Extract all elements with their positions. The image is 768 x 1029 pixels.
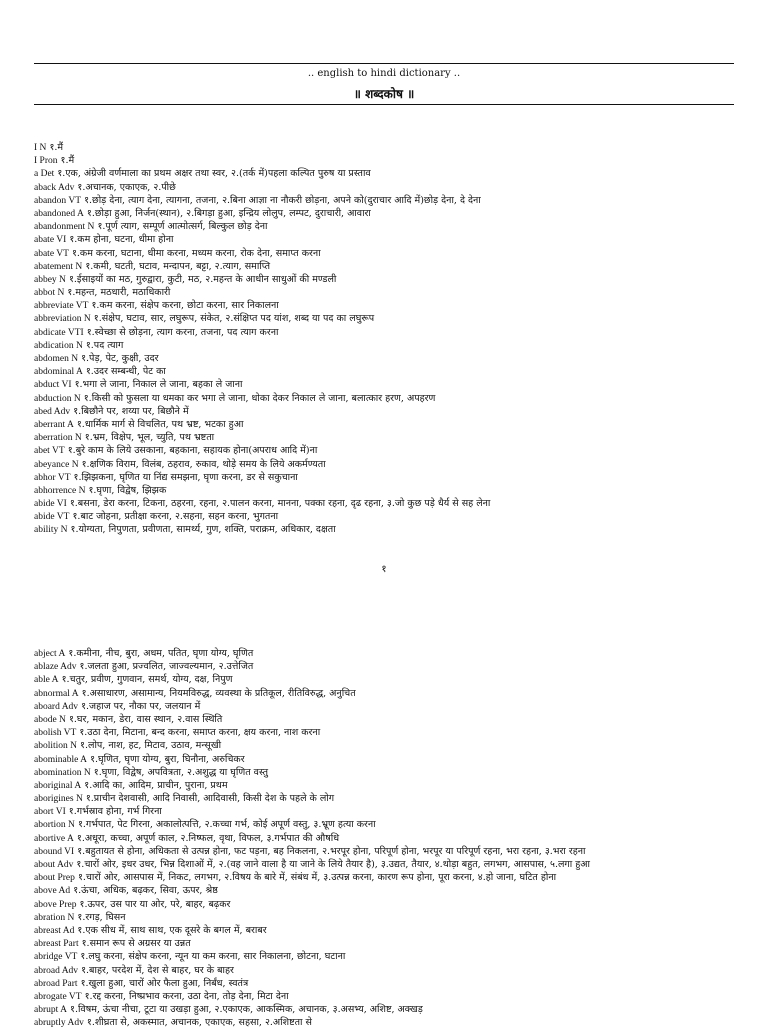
entry-headword: abound VI [34,846,75,857]
entry-headword: abate VT [34,248,69,259]
dictionary-entry [34,687,746,700]
dictionary-entry [34,365,746,378]
entry-definition: १.कम करना, संक्षेप करना, छोटा करना, सार निकालना [91,300,279,312]
entry-headword: abandoned A [34,208,84,219]
entry-headword: abhorrence N [34,485,86,496]
entry-definition: १.किसी को फुसला या धमका कर भगा ले जाना, धोका देकर निकाल ले जाना, बलात्कार हरण, अपहरण [83,392,436,404]
dictionary-entry [34,392,746,405]
dictionary-entry [34,924,746,937]
entry-headword: abduct VI [34,380,72,391]
dictionary-entry [34,713,746,726]
entry-headword: ablaze Adv [34,662,77,673]
entry-definition: १.एक सीध में, साथ साथ, एक दूसरे के बगल में, बराबर [77,924,267,936]
entry-definition: १.खुला हुआ, चारों ओर फैला हुआ, निर्बंध, स्वतंत्र [80,977,249,989]
entry-definition: १.बुरे काम के लिये उसकाना, बहकाना, सहायक होना(अपराध आदि में)ना [67,445,318,457]
dictionary-entry [34,510,746,523]
dictionary-entry [34,753,746,766]
dictionary-entry [34,352,746,365]
entry-definition: १.ईसाइयों का मठ, गुरुद्वारा, कुटी, मठ, २.महन्त के आधीन साधुओं की मण्डली [68,273,337,285]
entry-definition: १.पेड़, पेट, कुक्षी, उदर [81,353,159,364]
entry-headword: abominable A [34,754,88,765]
entry-definition: १.गर्भस्राव होना, गर्भ गिरना [68,806,162,818]
dictionary-entry [34,726,746,739]
entry-definition: १.शीघ्रता से, अकस्मात, अचानक, एकाएक, सहसा, २.अशिष्टता से [86,1017,312,1029]
entry-definition: १.मैं [60,155,75,167]
entry-definition: १.समान रूप से अग्रसर या उन्नत [81,938,191,950]
entry-headword: abruptly Adv [34,1018,84,1029]
entry-headword: aberration N [34,433,82,444]
dictionary-entry [34,1003,746,1016]
entry-headword: abdicate VTI [34,327,84,338]
dictionary-entry [34,220,746,233]
dictionary-entry [34,431,746,444]
entry-headword: abreast Ad [34,925,75,936]
entry-headword: abreast Part [34,939,79,950]
header-title: ॥ शब्दकोष ॥ [353,87,415,101]
entry-headword: abortion N [34,820,75,831]
entry-definition: १.बिछौने पर, शय्या पर, बिछौने में [73,405,189,417]
entry-headword: abide VT [34,512,70,523]
entry-definition: १.ऊपर, उस पार या ओर, परे, बाहर, बढ़कर [79,898,231,910]
entry-headword: abridge VT [34,952,78,963]
entry-headword: abrogate VT [34,991,82,1002]
entry-definition: १.अधूरा, कच्चा, अपूर्ण काल, २.निष्फल, वृथा, विफल, ३.गर्भपात की औषधि [76,832,340,844]
entry-definition: १.घृणा, विद्वेष, अपवित्रता, २.अशुद्ध या घृणित वस्तु [93,766,269,778]
entry-definition: १.बाहर, परदेश में, देश से बाहर, घर के बाहर [81,964,234,976]
dictionary-entry [34,739,746,752]
dictionary-entry [34,858,746,871]
entry-definition: १.रगड़, घिसन [77,911,126,923]
dictionary-entry [34,233,746,246]
entry-headword: aberrant A [34,419,74,430]
entry-headword: abolition N [34,741,78,752]
entry-definition: १.असाधारण, असामान्य, नियमविरुद्ध, व्यवस्था के प्रतिकूल, रीतिविरुद्ध, अनुचित [81,687,356,699]
entry-definition: १.मैं [49,142,64,153]
entry-definition: १.प्राचीन देशवासी, आदि निवासी, आदिवासी, किसी देश के पहले के लोग [85,793,335,805]
entry-headword: abbreviation N [34,314,91,325]
entry-headword: ability N [34,525,68,536]
dictionary-entry [34,805,746,818]
dictionary-entry [34,660,746,673]
entry-headword: abdomen N [34,354,79,364]
entry-definition: १.अचानक, एकाएक, २.पीछे [77,181,176,193]
dictionary-entry [34,484,746,497]
dictionary-entry [34,247,746,260]
entry-headword: abode N [34,714,66,725]
dictionary-entry [34,937,746,950]
entry-definition: १.चारों ओर, आसपास में, निकट, लगभग, २.विषय के बारे में, संबंध में, ३.उत्पन्न करना, कारण रूप होना, पूरा करना, ४.हो जाना, घटित होना [77,872,557,884]
entry-list-page-2 [34,647,746,1029]
entry-headword: above Ad [34,886,71,897]
entry-headword: aboard Adv [34,701,79,712]
header-subtitle: .. english to hindi dictionary .. [307,68,461,79]
entry-definition: १.भगा ले जाना, निकाल ले जाना, बहका ले जाना [74,379,243,391]
entry-headword: abdication N [34,340,83,351]
dictionary-entry [34,990,746,1003]
entry-definition: १.बहुतायत से होना, अधिकता से उत्पन्न होना, फट पड़ना, बह निकलना, २.भरपूर होना, परिपूर्ण होना, भरपूर या परिपूर्ण रहना, भरा रहना, ३.भरा रहना [77,845,586,857]
dictionary-entry [34,418,746,431]
dictionary-entry [34,898,746,911]
entry-definition: १.लघु करना, संक्षेप करना, न्यून या कम करना, सार निकालना, छोटना, घटाना [80,951,346,963]
entry-definition: १.चतुर, प्रवीण, गुणवान, समर्थ, योग्य, दक्ष, निपुण [61,674,233,686]
entry-definition: १.झिझकना, घृणित या निंद्य समझना, घृणा करना, डर से सकुचाना [73,471,298,483]
entry-headword: abet VT [34,446,65,457]
dictionary-entry [34,444,746,457]
dictionary-entry [34,964,746,977]
entry-headword: abandonment N [34,222,95,233]
dictionary-entry [34,779,746,792]
dictionary-entry [34,167,746,180]
rule-bottom [34,104,734,105]
dictionary-entry [34,1016,746,1029]
dictionary-entry [34,977,746,990]
dictionary-entry [34,181,746,194]
dictionary-entry [34,818,746,831]
dictionary-entry [34,647,746,660]
entry-definition: १.योग्यता, निपुणता, प्रवीणता, सामर्थ्य, गुण, शक्ति, पराक्रम, अधिकार, दक्षता [70,524,336,536]
dictionary-entry [34,378,746,391]
entry-headword: a Det [34,169,55,180]
entry-headword: about Adv [34,860,74,870]
entry-definition: १.बसना, डेरा करना, टिकना, ठहरना, रहना, २.पालन करना, मानना, पक्का रहना, दृढ रहना, ३.जो कुछ पड़े धैर्य से सह लेना [69,498,491,510]
entry-headword: abroad Adv [34,965,79,976]
entry-headword: aback Adv [34,182,75,193]
entry-definition: १.उदर सम्बन्धी, पेट का [85,366,166,378]
entry-definition: १.स्वेच्छा से छोड़ना, त्याग करना, तजना, पद त्याग करना [86,326,279,338]
entry-headword: abolish VT [34,728,77,739]
entry-headword: above Prep [34,899,77,910]
entry-definition: १.घृणा, विद्वेष, झिझक [88,484,167,496]
entry-definition: १.क्षणिक विराम, विलंब, ठहराव, रुकाव, थोड़े समय के लिये अकर्मण्यता [81,458,326,470]
dictionary-entry [34,154,746,167]
dictionary-entry [34,471,746,484]
dictionary-entry [34,260,746,273]
entry-definition: १.विषम, ऊंचा नीचा, टूटा या उखड़ा हुआ, २.एकाएक, आकस्मिक, अचानक, ३.असभ्य, अशिष्ट, अक्खड़ [70,1004,423,1016]
entry-headword: abortive A [34,833,74,844]
dictionary-entry [34,326,746,339]
entry-headword: abnormal A [34,688,79,699]
entry-headword: able A [34,675,59,686]
entry-definition: १.ऊंचा, अधिक, बढ़कर, सिवा, ऊपर, श्रेष्ठ [73,885,218,897]
dictionary-entry [34,207,746,220]
entry-definition: १.कम होना, घटना, धीमा होना [69,234,174,246]
entry-definition: १.संक्षेप, घटाव, सार, लघुरूप, संकेत, २.संक्षिप्त पद यांश, शब्द या पद का लघुरूप [93,313,375,325]
entry-headword: abed Adv [34,406,71,417]
entry-definition: १.घर, मकान, डेरा, वास स्थान, २.वास स्थिति [68,713,223,725]
entry-definition: १.पद त्याग [85,339,124,351]
entry-headword: abroad Part [34,978,78,989]
entry-headword: abate VI [34,235,67,246]
entry-headword: abbey N [34,274,66,285]
entry-headword: abhor VT [34,472,71,483]
rule-top [34,63,734,64]
dictionary-entry [34,339,746,352]
entry-headword: abduction N [34,393,81,404]
entry-headword: abdominal A [34,367,83,378]
entry-headword: abort VI [34,807,66,818]
entry-definition: १.कमी, घटती, घटाव, मन्दापन, बट्टा, २.त्याग, समाप्ति [85,260,271,272]
dictionary-entry [34,911,746,924]
entry-definition: १.धार्मिक मार्ग से विचलित, पथ भ्रष्ट, भटका हुआ [76,418,244,430]
entry-definition: १.छोड़ा हुआ, निर्जन(स्थान), २.बिगड़ा हुआ, इन्द्रिय लोलुप, लम्पट, दुराचारी, आवारा [86,207,371,219]
entry-list-page-1 [34,141,746,537]
dictionary-entry [34,871,746,884]
dictionary-entry [34,766,746,779]
page-number: १ [381,564,387,575]
entry-definition: १.जहाज पर, नौका पर, जलयान में [81,700,201,712]
entry-headword: about Prep [34,873,75,884]
dictionary-entry [34,884,746,897]
entry-definition: १.घृणित, घृणा योग्य, बुरा, घिनौना, अरुचिकर [90,753,245,765]
dictionary-entry [34,673,746,686]
entry-definition: १.जलता हुआ, प्रज्वलित, जाज्वल्यमान, २.उत्तेजित [79,661,254,673]
entry-definition: १.चारों ओर, इधर उधर, भिन्न दिशाओं में, २.(वह जाने वाला है या जाने के लिये तैयार है), ३.उद्यत, तैयार, ४.थोड़ा बहुत, लगभग, आसपास, ५.लगा हुआ [76,859,591,870]
entry-headword: abatement N [34,261,83,272]
entry-headword: abrupt A [34,1005,67,1016]
entry-definition: १.भ्रम, विक्षेप, भूल, च्युति, पथ भ्रष्टता [84,432,215,444]
dictionary-entry [34,497,746,510]
dictionary-entry [34,845,746,858]
entry-headword: abbreviate VT [34,301,89,312]
entry-definition: १.बाट जोहना, प्रतीक्षा करना, २.सहना, सहन करना, भुगतना [72,511,279,523]
dictionary-entry [34,458,746,471]
entry-definition: १.आदि का, आदिम, प्राचीन, पुराना, प्रथम [84,779,228,791]
entry-definition: १.उठा देना, मिटाना, बन्द करना, समाप्त करना, क्षय करना, नाश करना [79,727,321,739]
dictionary-entry [34,405,746,418]
entry-headword: abration N [34,912,75,923]
entry-headword: abeyance N [34,459,79,470]
entry-definition: १.कमीना, नीच, बुरा, अधम, पतित, घृणा योग्य, घृणित [68,648,254,659]
dictionary-entry [34,523,746,536]
entry-definition: १.छोड़ देना, त्याग देना, त्यागना, तजना, २.बिना आज्ञा ना नौकरी छोड़ना, अपने को(दुराचार आदि में)छोड़ देना, दे देना [84,194,481,206]
entry-definition: १.एक, अंग्रेजी वर्णमाला का प्रथम अक्षर तथा स्वर, २.(तर्क में)पहला कल्पित पुरुष या प्रस्ताव [57,168,371,180]
entry-headword: aborigines N [34,794,83,805]
dictionary-entry [34,273,746,286]
entry-headword: I N [34,143,47,153]
entry-headword: abomination N [34,767,91,778]
entry-headword: aboriginal A [34,780,82,791]
dictionary-entry [34,194,746,207]
dictionary-entry [34,286,746,299]
dictionary-entry [34,792,746,805]
entry-headword: abbot N [34,288,65,299]
entry-headword: abject A [34,649,66,659]
entry-headword: I Pron [34,156,58,167]
dictionary-entry [34,312,746,325]
entry-definition: १.रद्द करना, निष्प्रभाव करना, उठा देना, तोड़ देना, मिटा देना [84,990,289,1002]
entry-definition: १.महन्त, मठधारी, मठाधिकारी [67,287,171,299]
entry-definition: १.लोप, नाश, हट, मिटाव, उठाव, मन्सूखी [80,740,222,752]
dictionary-entry [34,141,746,154]
entry-headword: abandon VT [34,195,82,206]
dictionary-entry [34,700,746,713]
entry-definition: १.पूर्ण त्याग, सम्पूर्ण आत्मोत्सर्ग, बिल्कुल छोड़ देना [97,221,268,233]
entry-definition: १.कम करना, घटाना, धीमा करना, मध्यम करना, रोक देना, समाप्त करना [71,247,321,259]
entry-definition: १.गर्भपात, पेट गिरना, अकालोत्पत्ति, २.कच्चा गर्भ, कोई अपूर्ण वस्तु, ३.भ्रूण हत्या करना [77,819,376,831]
dictionary-entry [34,832,746,845]
dictionary-entry [34,299,746,312]
entry-headword: abide VI [34,499,67,510]
dictionary-entry [34,950,746,963]
